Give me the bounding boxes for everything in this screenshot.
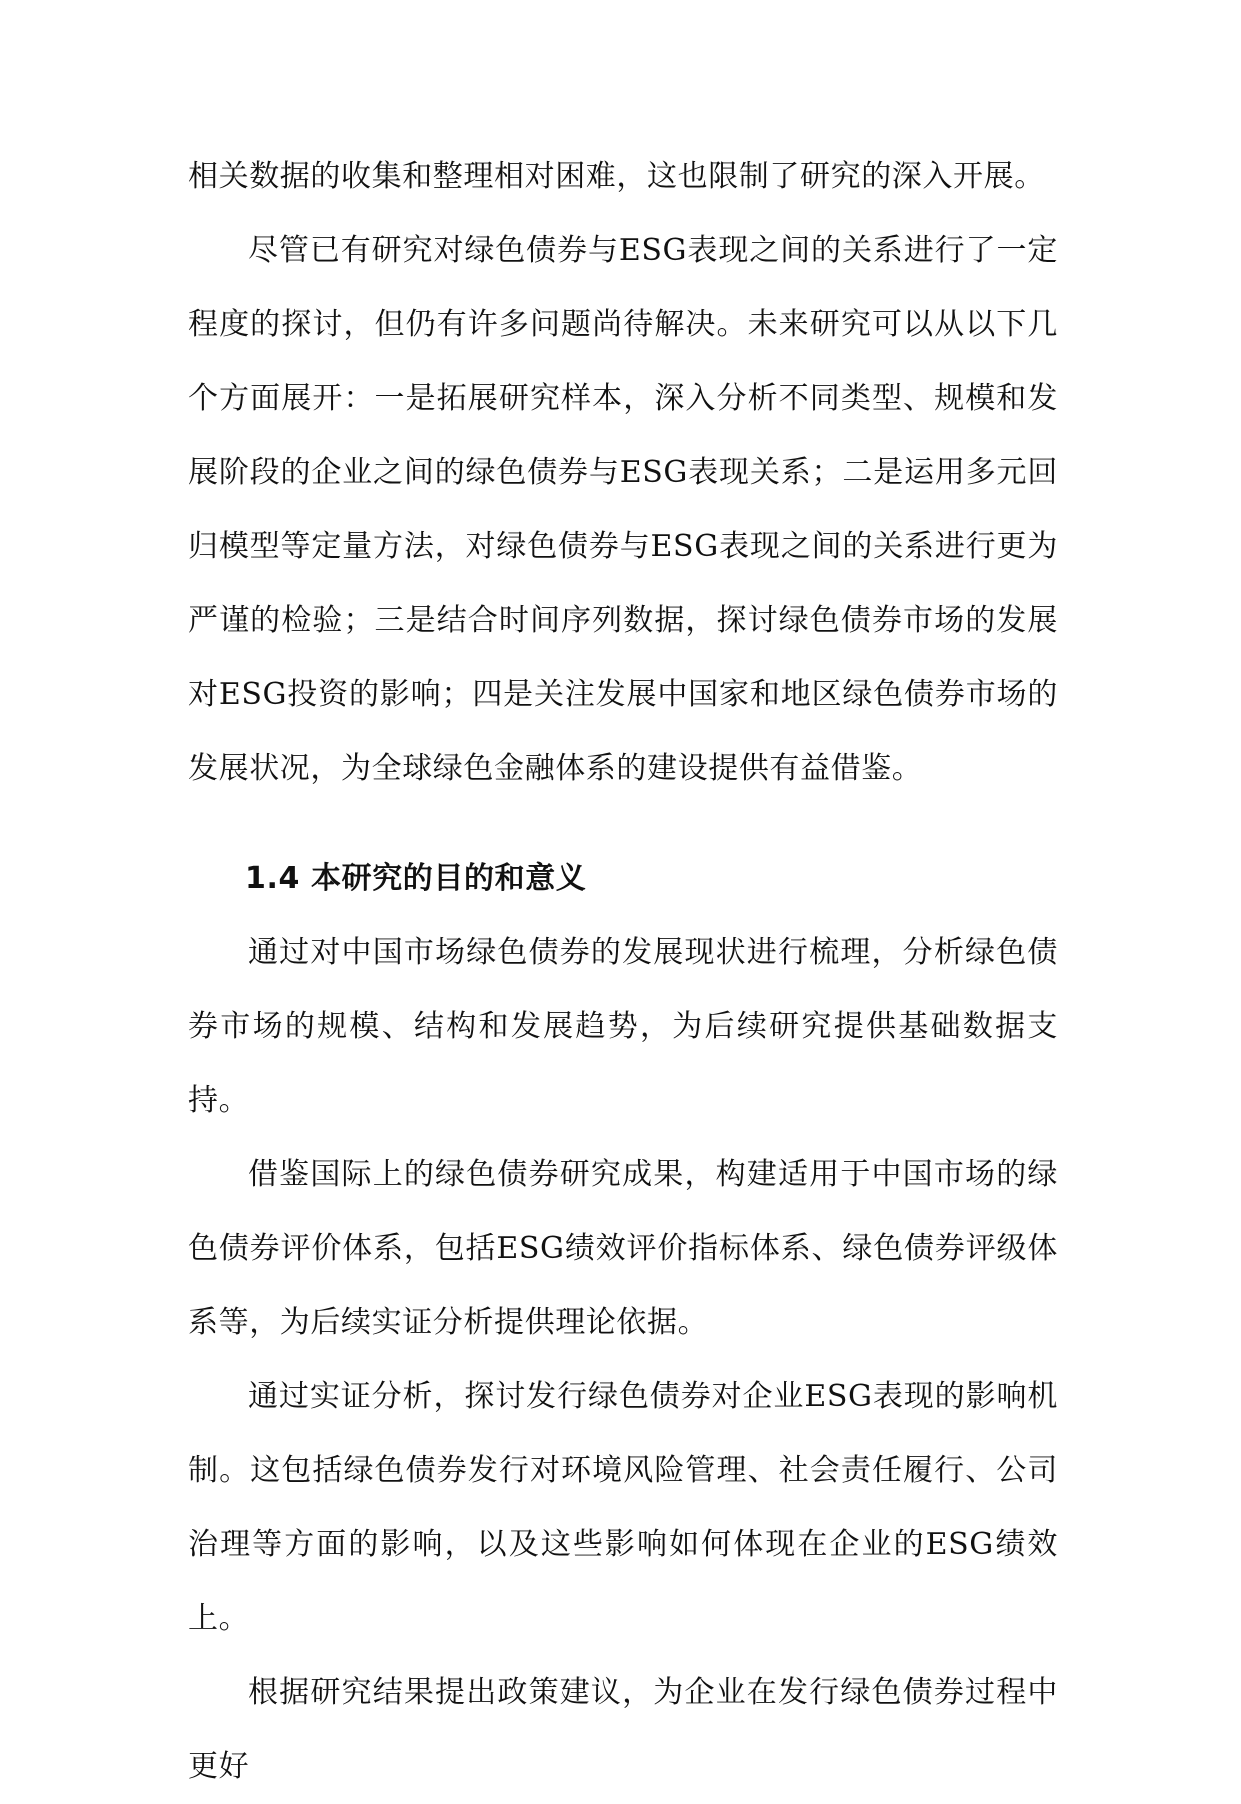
paragraph-research-outlook: 尽管已有研究对绿色债券与ESG表现之间的关系进行了一定程度的探讨，但仍有许多问题尚待解决。未来研究可以从以下几个方面展开：一是拓展研究样本，深入分析不同类型、规模和发展阶段的企业之间的绿色债券与ESG表现关系；二是运用多元回归模型等定量方法，对绿色债券与ESG表现之间的关系进行更为严谨的检验；三是结合时间序列数据，探讨绿色债券市场的发展对ESG投资的影响；四是关注发展中国家和地区绿色债券市场的发展状况，为全球绿色金融体系的建设提供有益借鉴。 xyxy=(188,233,1058,786)
paragraph-empirical-analysis: 通过实证分析，探讨发行绿色债券对企业ESG表现的影响机制。这包括绿色债券发行对环境风险管理、社会责任履行、公司治理等方面的影响，以及这些影响如何体现在企业的ESG绩效上。 xyxy=(188,1379,1058,1636)
document-body xyxy=(188,140,1058,1804)
section-heading: 1.4 本研究的目的和意义 xyxy=(245,861,587,896)
paragraph-evaluation-system: 借鉴国际上的绿色债券研究成果，构建适用于中国市场的绿色债券评价体系，包括ESG绩效评价指标体系、绿色债券评级体系等，为后续实证分析提供理论依据。 xyxy=(188,1157,1058,1340)
paragraph-policy-suggestions: 根据研究结果提出政策建议，为企业在发行绿色债券过程中更好 xyxy=(188,1675,1058,1784)
paragraph-market-status: 通过对中国市场绿色债券的发展现状进行梳理，分析绿色债券市场的规模、结构和发展趋势，为后续研究提供基础数据支持。 xyxy=(188,935,1058,1118)
paragraph-continuation: 相关数据的收集和整理相对困难，这也限制了研究的深入开展。 xyxy=(188,159,1045,194)
